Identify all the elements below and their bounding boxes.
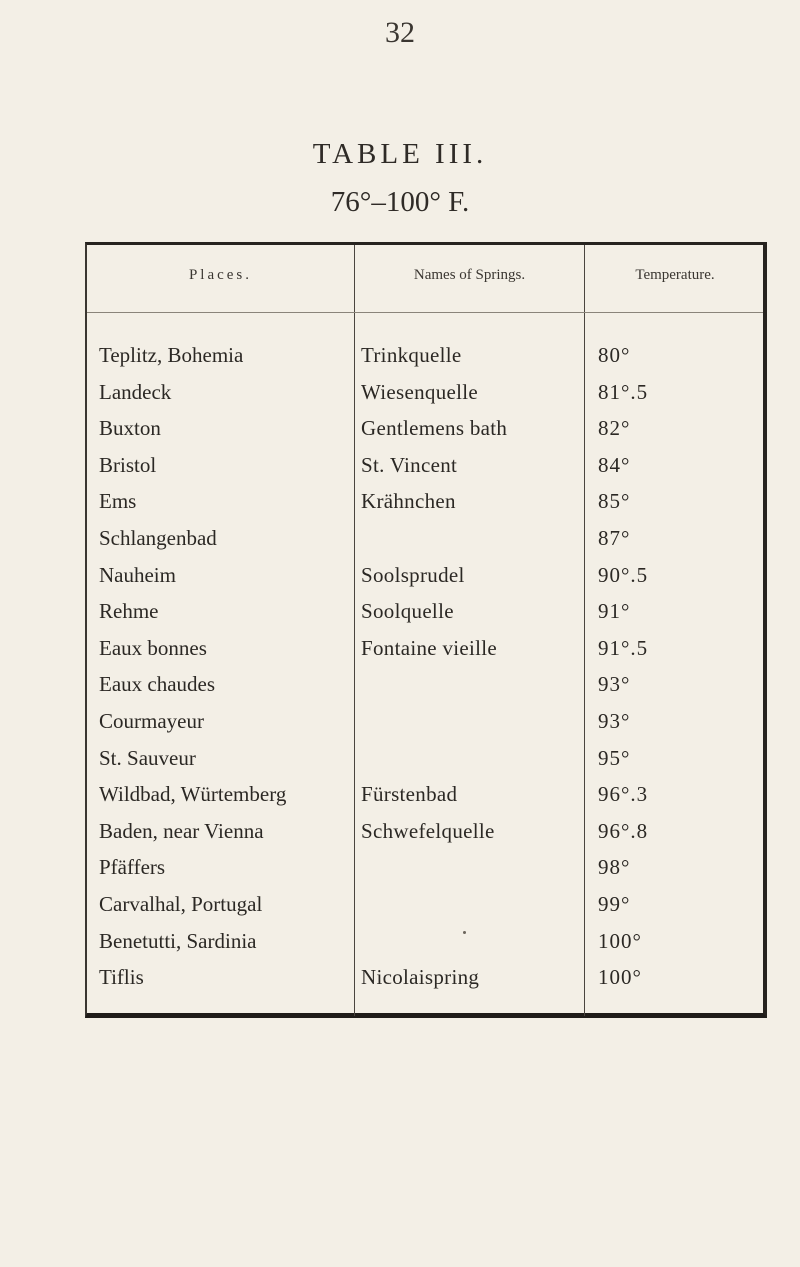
table-row <box>87 816 769 846</box>
spring-cell: Nicolaispring <box>361 965 480 990</box>
place-cell: Eaux chaudes <box>99 672 216 697</box>
table-row <box>87 706 769 736</box>
spring-cell: Wiesenquelle <box>361 379 479 404</box>
temperature-cell: 93° <box>598 709 631 733</box>
temperature-cell: 95° <box>598 745 631 770</box>
place-cell: Pfäffers <box>99 855 166 880</box>
table-row <box>87 852 769 882</box>
place-cell: Nauheim <box>99 562 176 587</box>
temperature-cell: 93° <box>598 672 631 697</box>
header-places: Places. <box>188 267 253 283</box>
table-row <box>87 560 769 590</box>
spring-cell: Schwefelquelle <box>361 818 495 843</box>
place-cell: Buxton <box>99 416 161 441</box>
table-row <box>87 926 769 956</box>
temperature-cell: 81°.5 <box>598 379 649 404</box>
header-springs: Names of Springs. <box>413 267 526 283</box>
temperature-cell: 82° <box>598 416 631 441</box>
spring-cell: Krähnchen <box>361 489 456 514</box>
header-temperature: Temperature. <box>635 267 715 283</box>
temperature-cell: 84° <box>598 452 631 477</box>
table-row <box>87 450 769 480</box>
temperature-cell: 90°.5 <box>598 562 649 587</box>
place-cell: Landeck <box>99 379 172 404</box>
spring-cell: Trinkquelle <box>361 343 462 367</box>
table-row <box>87 413 769 443</box>
table-row <box>87 486 769 516</box>
table-row <box>87 889 769 919</box>
table-row <box>87 377 769 407</box>
temperature-cell: 100° <box>598 928 642 953</box>
temperature-cell: 96°.3 <box>598 782 649 807</box>
table-title: TABLE III. <box>312 138 488 170</box>
table-row <box>87 779 769 809</box>
place-cell: Courmayeur <box>99 709 204 733</box>
table-row <box>87 633 769 663</box>
table-row <box>87 523 769 553</box>
temperature-cell: 85° <box>598 489 631 514</box>
table-row <box>87 340 769 370</box>
spring-cell: Gentlemens bath <box>361 416 508 441</box>
place-cell: Schlangenbad <box>99 526 217 550</box>
spring-cell: Soolsprudel <box>361 562 465 587</box>
temperature-cell: 100° <box>598 965 642 990</box>
table-row <box>87 596 769 626</box>
temperature-cell: 98° <box>598 855 631 880</box>
place-cell: Bristol <box>99 452 157 477</box>
temperature-cell: 87° <box>598 526 631 550</box>
place-cell: Carvalhal, Portugal <box>99 892 263 916</box>
table-row <box>87 962 769 992</box>
temperature-cell: 80° <box>598 343 631 367</box>
place-cell: Tiflis <box>99 965 144 990</box>
spring-cell: Fürstenbad <box>361 782 458 807</box>
spring-cell: Fontaine vieille <box>361 635 498 660</box>
table-row <box>87 669 769 699</box>
place-cell: Wildbad, Würtemberg <box>99 782 287 807</box>
spring-cell: Soolquelle <box>361 599 454 624</box>
table-subtitle: 76°–100° F. <box>330 186 470 218</box>
springs-table <box>85 242 767 1018</box>
temperature-cell: 91° <box>598 599 631 624</box>
temperature-cell: 96°.8 <box>598 818 649 843</box>
place-cell: St. Sauveur <box>99 745 196 770</box>
place-cell: Rehme <box>99 599 159 624</box>
place-cell: Ems <box>99 489 137 514</box>
temperature-cell: 99° <box>598 892 631 916</box>
page-number: 32 <box>385 16 415 49</box>
place-cell: Benetutti, Sardinia <box>99 928 257 953</box>
place-cell: Eaux bonnes <box>99 635 207 660</box>
spring-cell: St. Vincent <box>361 452 458 477</box>
place-cell: Baden, near Vienna <box>99 818 264 843</box>
header-rule <box>87 312 763 313</box>
temperature-cell: 91°.5 <box>598 635 649 660</box>
table-row <box>87 743 769 773</box>
place-cell: Teplitz, Bohemia <box>99 343 244 367</box>
